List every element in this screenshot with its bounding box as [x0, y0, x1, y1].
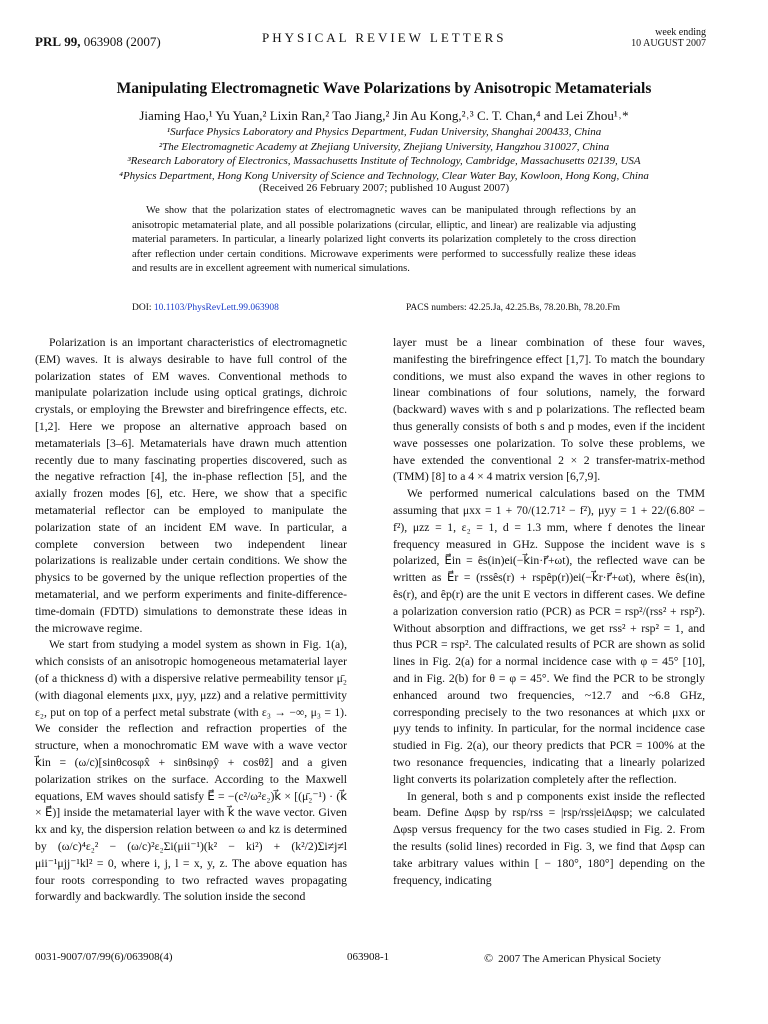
- footer-code: 0031-9007/07/99(6)/063908(4): [35, 951, 173, 963]
- abstract: We show that the polarization states of electromagnetic waves can be manipulated through reflections by an anisotropic metamaterial plate, and all possible polarizations (circular, elliptic, and linear) are realizable via adjusting material parameters. In particular, a linearly polarized light converts its polarization completely to the cross direction after reflection under certain conditions. Microwave experiments were performed to successfully realize these ideas and results are in excellent agreement with numerical simulations.: [132, 205, 636, 275]
- paragraph: We start from studying a model system as shown in Fig. 1(a), which consists of an anisotropic homogeneous metamaterial layer (of a thickness d) with a dispersive relative permeability tensor μ̄₂ (with diagonal elements μxx, μyy, μzz) and a relative permittivity ε₂, put on top of a perfect metal substrate (with ε₃ → −∞, μ₃ = 1). We consider the reflection and refraction properties of the structure, when a monochromatic EM wave with a wave vector k⃗in = (ω/c)[sinθcosφx̂ + sinθsinφŷ + cosθẑ] and a given polarization strikes on the surface. According to the Maxwell equations, EM waves should satisfy E⃗ = −(c²/ω²ε₂)k⃗ × [(μ̄₂⁻¹) · (k⃗ × E⃗)] inside the metamaterial layer with k⃗ the wave vector. Given kx and ky, the dispersion relation between ω and kz is determined by (ω/c)⁴ε₂² − (ω/c)²ε₂Σi(μii⁻¹)(k² − ki²) + (k²/2)Σi≠j≠l μii⁻¹μjj⁻¹kl² = 0, where i, j, l = x, y, z. The above equation has four roots corresponding to two refracted waves propagating forwardly and backwardly. The solution inside the second: [35, 638, 347, 904]
- copyright: [484, 951, 661, 966]
- paper-title: Manipulating Electromagnetic Wave Polarizations by Anisotropic Metamaterials: [116, 80, 652, 97]
- affiliation-3: ³Research Laboratory of Electronics, Massachusetts Institute of Technology, Cambridge, Massachusetts 02139, USA: [127, 155, 641, 167]
- affiliation-1: ¹Surface Physics Laboratory and Physics Department, Fudan University, Shanghai 200433, China: [166, 126, 602, 138]
- journal-abbrev: PRL: [35, 34, 61, 49]
- doi-link[interactable]: 10.1103/PhysRevLett.99.063908: [153, 303, 279, 313]
- copyright-icon: ©: [484, 951, 494, 965]
- week-label: week ending: [655, 27, 706, 38]
- page-number: 063908-1: [347, 951, 390, 963]
- issue-date: [631, 27, 706, 49]
- affiliation-4: ⁴Physics Department, Hong Kong University of Science and Technology, Clear Water Bay, Kowloon, Hong Kong, China: [119, 169, 649, 182]
- journal-citation: [35, 34, 161, 50]
- doi-label: DOI:: [132, 303, 152, 313]
- paragraph: In general, both s and p components exist inside the reflected beam. Define Δφsp by rsp/rss = |rsp/rss|eiΔφsp; we calculated Δφsp versus frequency for the two cases studied in Fig. 2. From the results (solid lines) recorded in Fig. 3, we find that Δφsp can take arbitrary values within [ − 180°, 180°] depending on the frequency, indicating: [393, 789, 705, 887]
- copyright-text: 2007 The American Physical Society: [498, 953, 662, 965]
- left-column: [35, 335, 347, 906]
- affiliation-2: ²The Electromagnetic Academy at Zhejiang University, Zhejiang University, Hangzhou 310027, China: [158, 140, 610, 153]
- paragraph: We performed numerical calculations based on the TMM assuming that μxx = 1 + 70/(12.71² − f²), μyy = 1 + 22/(6.80² − f²), μzz = 1, ε₂ = 1, d = 1.3 mm, where f denotes the linear frequency measured in GHz. Suppose the incident wave is s polarized, E⃗in = ês(in)ei(−k⃗in·r⃗+ωt), the reflected wave can be written as E⃗r = (rssês(r) + rspêp(r))ei(−k⃗r·r⃗+ωt), where ês(in), ês(r), and êp(r) are the unit E vectors in different cases. We define a polarization conversion ratio (PCR) as PCR = rsp²/(rss² + rsp²). Without absorption and diffractions, we get rss² + rsp² = 1, and thus PCR = rsp². The calculated results of PCR are shown as solid lines in Fig. 2(a) for a normal incidence case with φ = 45° [10], and in Fig. 2(b) for θ = φ = 45°. We find the PCR to be strongly enhanced around two frequencies, ~12.7 and ~6.8 GHz, corresponding precisely to the two resonances at which μxx or μyy tends to infinity. In particular, for the normal incidence case studied in Fig. 2(a), our theory predicts that PCR = 100% at the two resonance frequencies, indicating that a linearly polarized light converts its polarization completely after the reflection.: [393, 487, 705, 786]
- right-column: [393, 335, 705, 889]
- paragraph: layer must be a linear combination of these four waves, manifesting the birefringence effect [1,7]. To match the boundary conditions, we must also expand the waves in other regions to linear combinations of four solutions, namely, the forward (backward) waves with s and p polarizations. The reflected beam thus generally consists of both s and p modes, even if the incident wave possesses one polarization. To solve these problems, we have extended the conventional 2 × 2 transfer-matrix-method (TMM) [8] to a 4 × 4 matrix version [6,7,9].: [393, 336, 705, 484]
- journal-volume: 99,: [64, 34, 81, 49]
- paragraph: Polarization is an important characteristics of electromagnetic (EM) waves. It is always desirable to have full control of the polarization states of EM waves. Conventional methods to manipulate polarization include using optical gratings, dichroic crystals, or employing the Brewster and birefringence effects, etc. [1,2]. Here we propose an alternative approach based on metamaterials [3–6]. Metamaterials have drawn much attention recently due to many fascinating properties discovered, such as the negative refraction [4], the in-phase reflection [5], and the axially frozen modes [6], etc. Here, we show that a specific metamaterial reflector can be employed to manipulate the polarization state of an incident EM wave. In particular, a complete conversion between two independent linear polarizations is realizable under certain conditions. We show the physics to be governed by the unique reflection properties of the metamaterial, and we perform experiments and finite-difference-time-domain (FDTD) simulations to demonstrate these ideas in the microwave regime.: [35, 336, 347, 635]
- doi-line: [132, 303, 279, 313]
- week-date: 10 AUGUST 2007: [631, 38, 706, 49]
- article-id: 063908 (2007): [83, 34, 161, 49]
- received-date: (Received 26 February 2007; published 10 August 2007): [258, 182, 510, 194]
- journal-name: PHYSICAL REVIEW LETTERS: [262, 30, 507, 45]
- pacs-numbers: PACS numbers: 42.25.Ja, 42.25.Bs, 78.20.Bh, 78.20.Fm: [406, 303, 620, 313]
- author-list: Jiaming Hao,¹ Yu Yuan,² Lixin Ran,² Tao Jiang,² Jin Au Kong,²˒³ C. T. Chan,⁴ and Lei Zhou¹˒*: [139, 108, 629, 123]
